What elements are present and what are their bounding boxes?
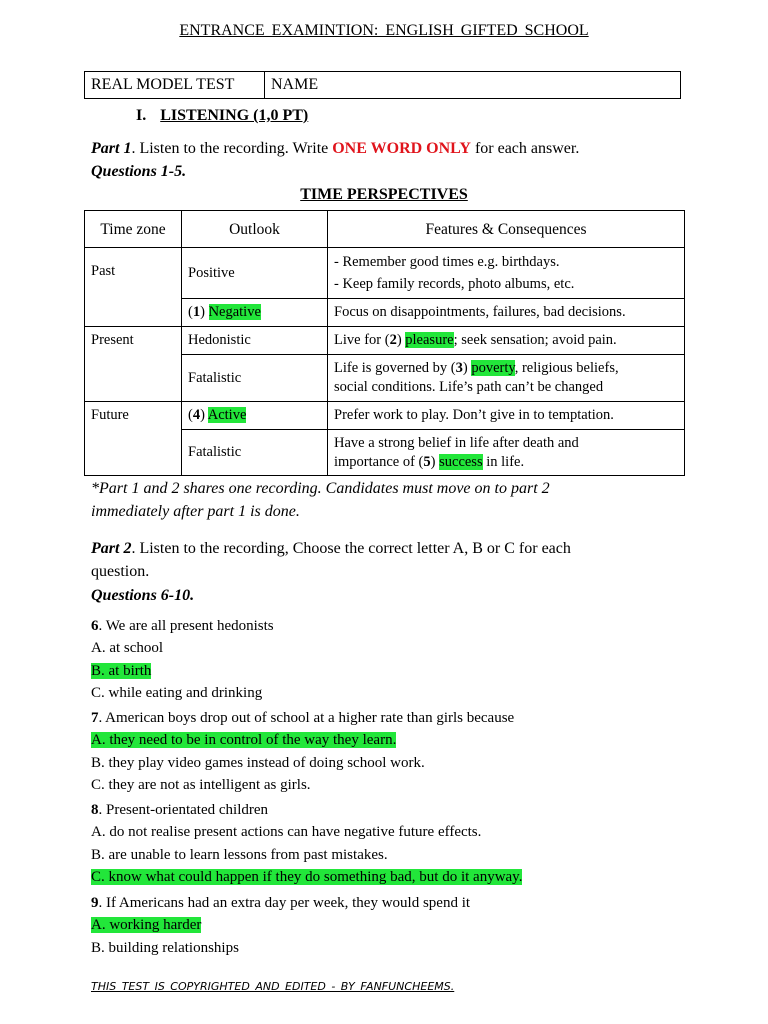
- question-7: [91, 707, 514, 797]
- part2-text: . Listen to the recording, Choose the correct letter A, B or C for each: [131, 540, 571, 557]
- name-cell: NAME: [271, 76, 319, 93]
- section-label: LISTENING (1,0 PT): [160, 107, 309, 124]
- features-text: ): [430, 453, 440, 470]
- features-text: importance of (: [334, 453, 424, 470]
- option-b: B. are unable to learn lessons from past mistakes.: [91, 846, 388, 863]
- question-stem: . Present-orientated children: [98, 802, 269, 818]
- outlook-cell: Fatalistic: [182, 355, 328, 402]
- features-cell: [328, 430, 685, 476]
- col-header-features: Features & Consequences: [328, 211, 685, 248]
- copyright-footer: THIS TEST IS COPYRIGHTED AND EDITED - BY FANFUNCHEEMS.: [91, 980, 455, 993]
- part2-label: Part 2: [91, 540, 132, 557]
- option-a: A. at school: [91, 640, 164, 657]
- section-heading: [136, 107, 308, 125]
- features-text: Life is governed by (: [334, 360, 456, 376]
- note-line: immediately after part 1 is done.: [91, 503, 300, 520]
- zone-future: Future: [85, 402, 182, 476]
- part2-instructions: [91, 537, 691, 583]
- zone-past: Past: [85, 248, 182, 327]
- option-b-correct: B. at birth: [91, 662, 152, 679]
- features-cell: [328, 248, 685, 299]
- option-b: B. building relationships: [91, 939, 239, 956]
- answer-3: poverty: [471, 360, 515, 376]
- col-header-outlook: Outlook: [182, 211, 328, 248]
- time-perspectives-table: [84, 210, 685, 476]
- question-number: 6: [91, 618, 99, 634]
- table-row: [85, 248, 685, 299]
- page-title: ENTRANCE EXAMINTION: ENGLISH GIFTED SCHOOL: [179, 22, 589, 39]
- zone-present: Present: [85, 327, 182, 402]
- header-table: [84, 71, 681, 99]
- option-a: A. do not realise present actions can have negative future effects.: [91, 824, 482, 841]
- option-b: B. they play video games instead of doing school work.: [91, 754, 425, 771]
- question-number: 7: [91, 710, 99, 726]
- answer-number: 5: [423, 453, 431, 470]
- answer-number: 3: [455, 360, 463, 376]
- outlook-cell: Hedonistic: [182, 327, 328, 355]
- section-number: I.: [136, 107, 147, 124]
- features-line: - Remember good times e.g. birthdays.: [334, 254, 560, 270]
- test-type-cell: REAL MODEL TEST: [85, 72, 265, 98]
- part1-questions: Questions 1-5.: [91, 163, 187, 180]
- part1-instructions: [91, 137, 579, 160]
- outlook-cell: (1) Negative: [182, 299, 328, 327]
- question-8: [91, 799, 522, 889]
- part1-text-end: for each answer.: [470, 140, 580, 157]
- answer-5: success: [439, 453, 483, 470]
- outlook-cell: (4) Active: [182, 402, 328, 430]
- features-cell: Prefer work to play. Don’t give in to temptation.: [328, 402, 685, 430]
- features-cell: Focus on disappointments, failures, bad decisions.: [328, 299, 685, 327]
- features-text: ): [462, 360, 472, 376]
- answer-2: pleasure: [405, 332, 454, 348]
- answer-4: Active: [207, 407, 247, 423]
- recording-note: [91, 477, 691, 523]
- question-stem: . If Americans had an extra day per week, they would spend it: [98, 895, 471, 911]
- features-text: ): [396, 332, 406, 348]
- table-row: [85, 402, 685, 430]
- option-c: C. while eating and drinking: [91, 685, 263, 702]
- features-line: Have a strong belief in life after death and: [334, 434, 579, 451]
- table-title: TIME PERSPECTIVES: [300, 186, 468, 203]
- features-line: - Keep family records, photo albums, etc.: [334, 276, 575, 292]
- answer-number: 2: [389, 332, 397, 348]
- note-line: *Part 1 and 2 shares one recording. Candidates must move on to part 2: [91, 480, 550, 497]
- features-cell: [328, 355, 685, 402]
- answer-number: 4: [192, 407, 201, 423]
- table-row: [85, 327, 685, 355]
- features-cell: [328, 327, 685, 355]
- features-text: in life.: [482, 453, 525, 470]
- answer-number: 1: [192, 304, 201, 320]
- part2-text: question.: [91, 563, 150, 580]
- option-c: C. they are not as intelligent as girls.: [91, 777, 311, 794]
- table-header-row: [85, 211, 685, 248]
- question-stem: . We are all present hedonists: [98, 618, 274, 634]
- option-a-correct: A. they need to be in control of the way they learn.: [91, 732, 397, 749]
- features-text: , religious beliefs,: [514, 360, 619, 376]
- question-6: [91, 615, 274, 705]
- option-a-correct: A. working harder: [91, 917, 202, 934]
- answer-1: Negative: [208, 304, 261, 320]
- question-stem: . American boys drop out of school at a higher rate than girls because: [98, 710, 515, 726]
- features-text: ; seek sensation; avoid pain.: [453, 332, 617, 348]
- option-c-correct: C. know what could happen if they do something bad, but do it anyway.: [91, 869, 523, 886]
- outlook-cell: Positive: [182, 248, 328, 299]
- question-number: 9: [91, 895, 99, 911]
- outlook-cell: Fatalistic: [182, 430, 328, 476]
- one-word-only: ONE WORD ONLY: [332, 140, 471, 157]
- part2-questions: Questions 6-10.: [91, 587, 195, 604]
- question-9: [91, 892, 470, 959]
- question-number: 8: [91, 802, 99, 818]
- part1-label: Part 1: [91, 140, 132, 157]
- features-text: Live for (: [334, 332, 390, 348]
- features-line: social conditions. Life’s path can’t be changed: [334, 379, 604, 395]
- part1-text: . Listen to the recording. Write: [131, 140, 333, 157]
- col-header-timezone: Time zone: [85, 211, 182, 248]
